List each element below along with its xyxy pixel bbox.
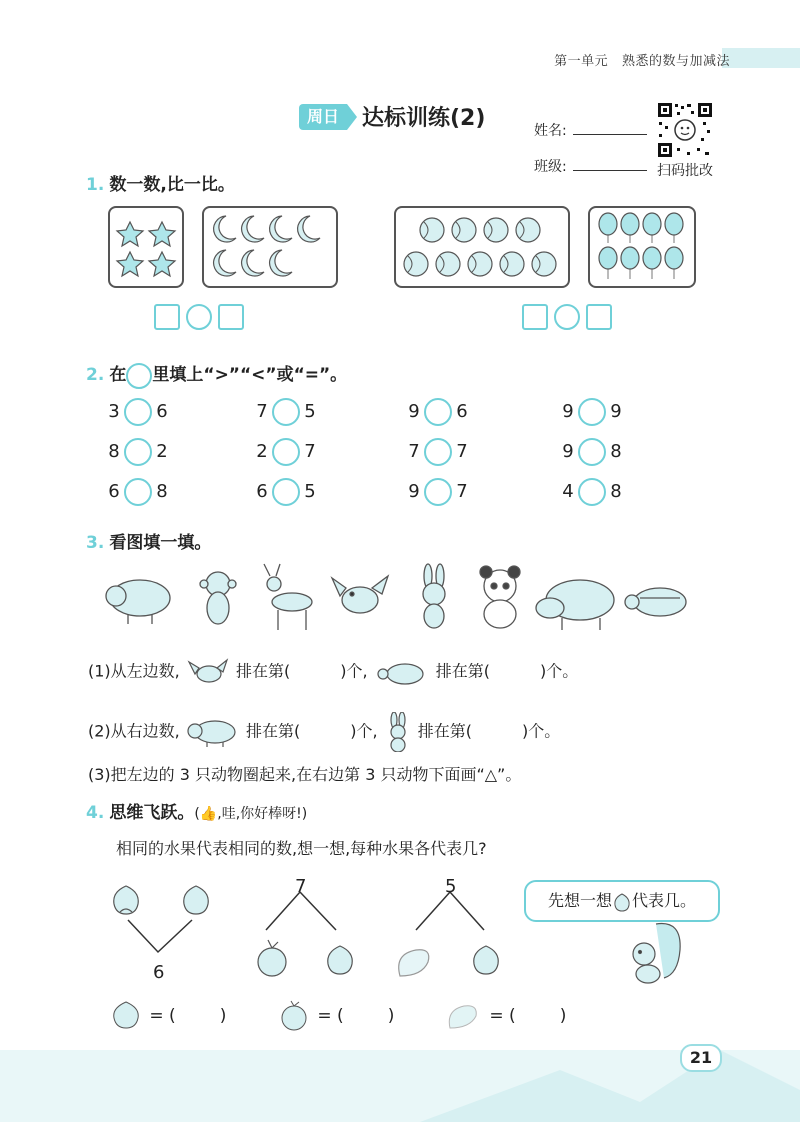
turtle-icon [373,658,431,686]
equation-apple[interactable]: = ( ) [276,1000,394,1032]
compare-item[interactable]: 2 7 [254,438,318,466]
equation-peach[interactable]: = ( ) [108,1000,226,1032]
tree-3-sum: 5 [445,876,457,897]
stars-box [108,206,184,288]
compare-item[interactable]: 7 7 [406,438,470,466]
monkey-icon [200,572,236,624]
ball-icon [396,208,568,286]
sheep-icon [185,716,241,748]
compare-item[interactable]: 9 7 [406,478,470,506]
q3-line-3: (3)把左边的 3 只动物圈起来,在右边第 3 只动物下面画“△”。 [88,765,522,784]
compare-item[interactable]: 4 8 [560,478,624,506]
peach-icon [328,946,353,974]
question-4-heading: 4. 思维飞跃。(👍,哇,你好棒呀!) [86,803,308,823]
mango-icon [399,950,429,976]
balloons-box [588,206,696,288]
apple-icon [276,1000,312,1032]
hippo-icon [536,580,614,630]
page-number: 21 [680,1044,722,1072]
equation-mango[interactable]: = ( ) [444,1000,566,1032]
q3-line-2: (2)从右边数, 排在第( )个, 排在第( )个。 [88,712,560,752]
answer-box-balloons[interactable] [586,304,612,330]
mango-icon [444,1000,484,1032]
header-unit: 第一单元 熟悉的数与加减法 [554,54,730,69]
hint-bubble: 先想一想 代表几。 [524,880,720,922]
moons-box [202,206,338,288]
compare-circle-1[interactable] [186,304,212,330]
peach-icon [612,892,632,912]
q3-line-1: (1)从左边数, 排在第( )个, 排在第( )个。 [88,658,578,686]
sheep-icon [106,580,170,624]
bird-icon [332,576,388,613]
compare-item[interactable]: 9 9 [560,398,624,426]
rabbit-icon [383,712,413,752]
question-2-heading: 2. 在 里填上“>”“<”或“=”。 [86,360,347,389]
page-title: 达标训练(2) [362,106,486,131]
deer-icon [264,564,312,630]
peach-icon [474,946,499,974]
name-field[interactable]: 姓名: [534,120,647,140]
answer-box-balls[interactable] [522,304,548,330]
tree-2-sum: 7 [295,876,307,897]
compare-item[interactable]: 6 8 [106,478,170,506]
question-1-heading: 1. 数一数,比一比。 [86,175,235,195]
panda-icon [480,566,520,628]
peach-icon [108,1000,144,1032]
peach-icon [114,886,139,914]
tree-1-sum: 6 [153,962,165,983]
class-field[interactable]: 班级: [534,156,647,176]
qr-code[interactable] [657,102,713,158]
compare-circle-2[interactable] [554,304,580,330]
bird-icon [185,658,231,686]
moon-icon [204,208,336,286]
question-3-heading: 3. 看图填一填。 [86,533,212,553]
answer-box-stars[interactable] [154,304,180,330]
peach-icon [184,886,209,914]
compare-item[interactable]: 8 2 [106,438,170,466]
qr-caption: 扫码批改 [657,163,713,179]
compare-item[interactable]: 9 8 [560,438,624,466]
balloon-icon [590,208,694,286]
turtle-icon [625,588,686,616]
compare-item[interactable]: 6 5 [254,478,318,506]
rabbit-icon [423,564,445,628]
compare-item[interactable]: 7 5 [254,398,318,426]
animals-row [100,562,700,634]
q4-description: 相同的水果代表相同的数,想一想,每种水果各代表几? [116,839,487,858]
compare-item[interactable]: 9 6 [406,398,470,426]
star-icon [110,208,182,286]
balls-box [394,206,570,288]
squirrel-icon [626,916,686,986]
compare-item[interactable]: 3 6 [106,398,170,426]
answer-box-moons[interactable] [218,304,244,330]
day-badge: 周日 [299,104,347,130]
header-bar [722,48,800,68]
apple-icon [258,940,286,976]
